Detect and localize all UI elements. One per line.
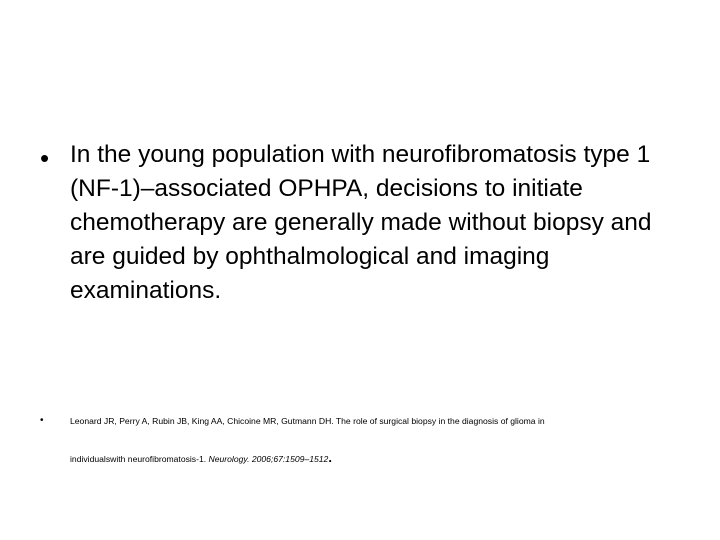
main-bullet-text: In the young population with neurofibromatosis type 1 (NF-1)–associated OPHPA, decisions to initiate chemotherapy are generally made without biopsy and are guided by ophthalmological and imaging examinations. — [70, 141, 652, 304]
reference-line-2-text: individualswith neurofibromatosis-1. — [70, 454, 209, 464]
reference-end-mark: . — [328, 450, 332, 465]
reference-line-1: Leonard JR, Perry A, Rubin JB, King AA, Chicoine MR, Gutmann DH. The role of surgical biopsy in the diagnosis of glioma in — [70, 416, 545, 426]
reference-bullet-dot-icon: • — [40, 415, 44, 426]
reference-journal: Neurology. 2006;67:1509–1512 — [208, 454, 329, 464]
bullet-dot-icon: • — [40, 143, 50, 173]
main-bullet — [40, 138, 680, 308]
reference-bullet — [40, 413, 680, 467]
reference-line-2 — [70, 450, 680, 467]
